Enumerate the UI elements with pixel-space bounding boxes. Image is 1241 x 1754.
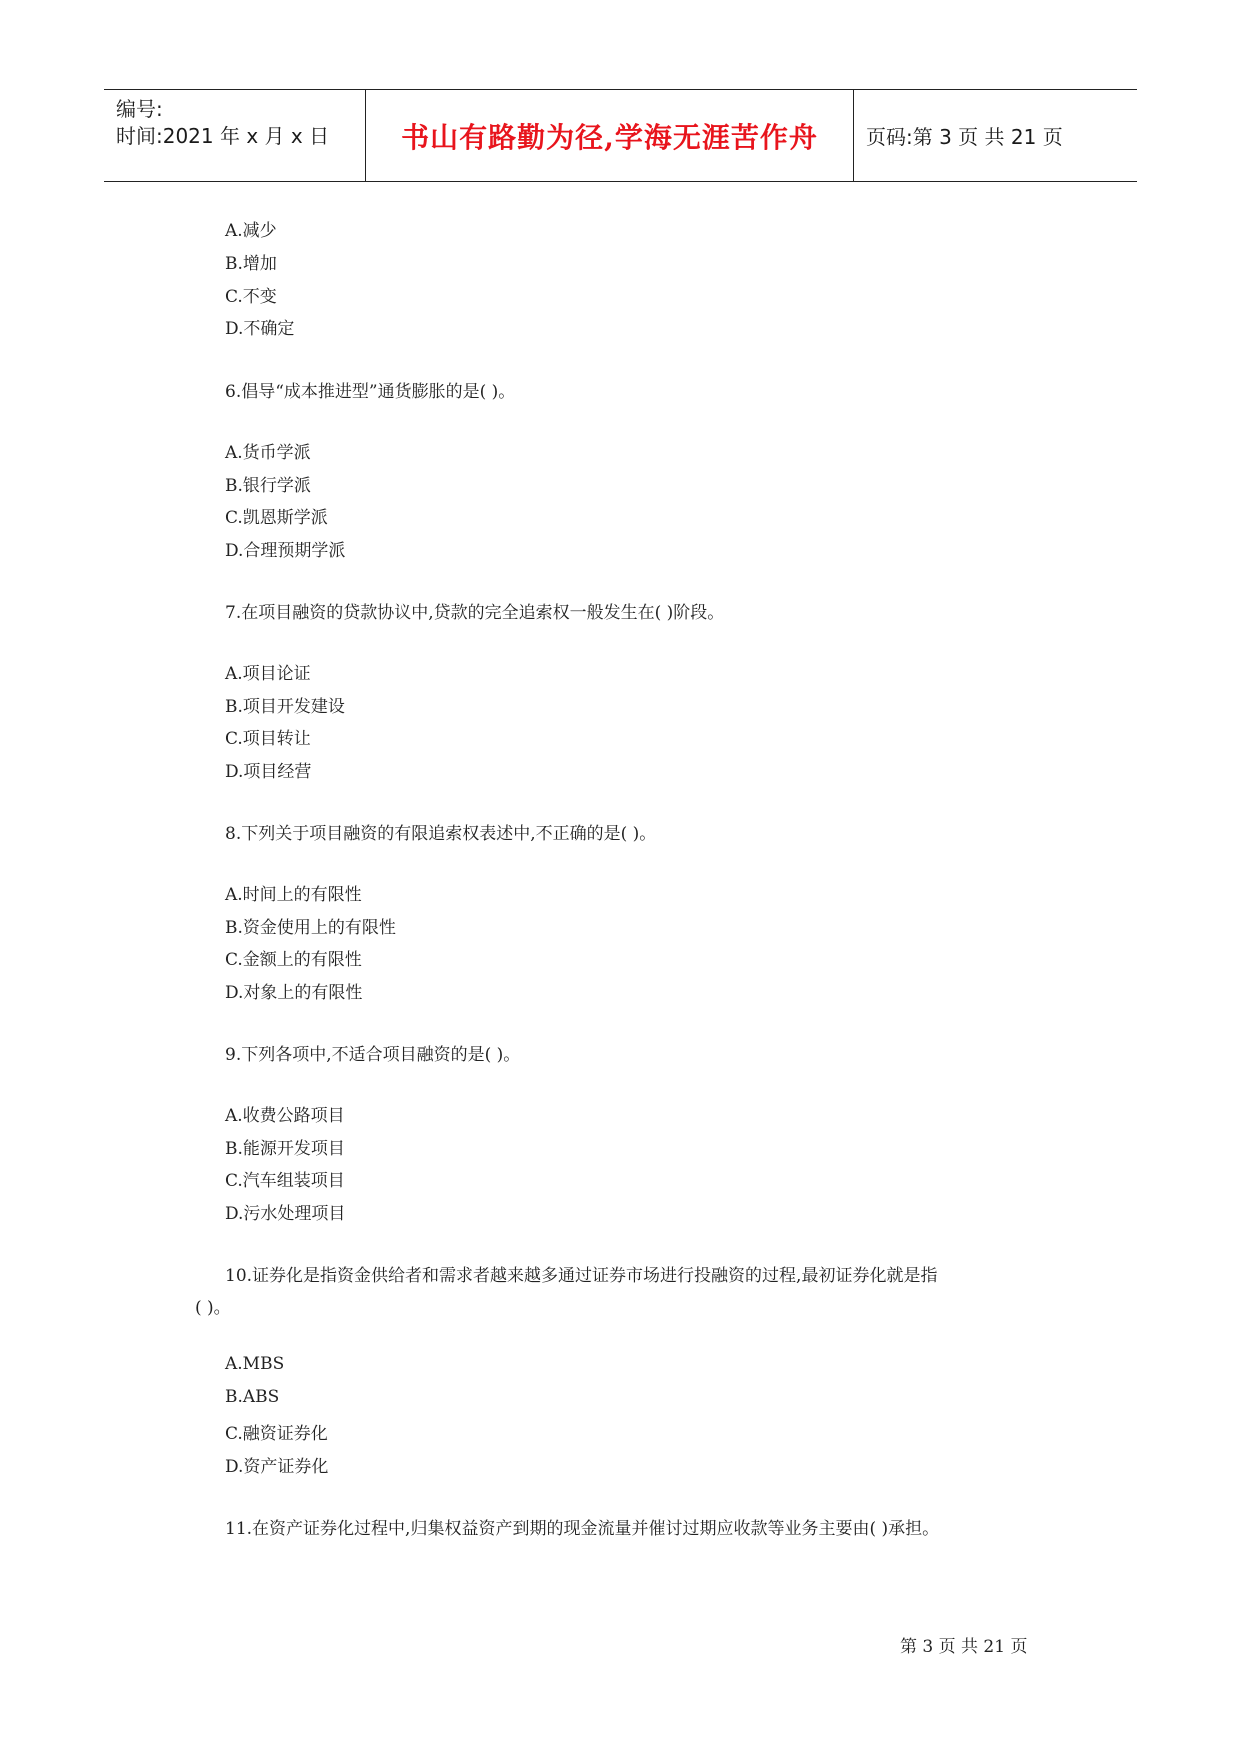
option-line: C.不变 [225, 287, 277, 307]
header-right-cell [854, 90, 1137, 181]
document-number-label: 编号: [116, 97, 163, 121]
document-time-label: 时间:2021 年 x 月 x 日 [116, 124, 330, 148]
option-line: D.资产证券化 [225, 1457, 329, 1477]
question-10-continuation: ( )。 [195, 1298, 231, 1318]
option-line: D.对象上的有限性 [225, 983, 363, 1003]
question-8: 8.下列关于项目融资的有限追索权表述中,不正确的是( )。 [225, 824, 657, 844]
option-line: A.项目论证 [225, 664, 311, 684]
header-page-code: 页码:第 3 页 共 21 页 [866, 125, 1063, 149]
header-left-cell [104, 90, 366, 181]
option-line: C.金额上的有限性 [225, 950, 362, 970]
option-line: B.ABS [225, 1387, 280, 1407]
option-line: C.汽车组装项目 [225, 1171, 345, 1191]
question-6: 6.倡导“成本推进型”通货膨胀的是( )。 [225, 382, 516, 402]
option-line: B.资金使用上的有限性 [225, 918, 396, 938]
question-10: 10.证券化是指资金供给者和需求者越来越多通过证券市场进行投融资的过程,最初证券化就是指 [225, 1266, 938, 1286]
option-line: D.污水处理项目 [225, 1204, 346, 1224]
option-line: B.能源开发项目 [225, 1139, 345, 1159]
option-line: B.银行学派 [225, 476, 311, 496]
option-line: A.减少 [225, 221, 277, 241]
option-line: A.时间上的有限性 [225, 885, 362, 905]
page-footer: 第 3 页 共 21 页 [900, 1637, 1028, 1657]
option-line: A.货币学派 [225, 443, 311, 463]
page-header [104, 89, 1137, 182]
option-line: D.不确定 [225, 319, 295, 339]
question-9: 9.下列各项中,不适合项目融资的是( )。 [225, 1045, 521, 1065]
header-middle-cell [366, 90, 854, 181]
option-line: D.项目经营 [225, 762, 312, 782]
option-line: C.项目转让 [225, 729, 311, 749]
question-11: 11.在资产证券化过程中,归集权益资产到期的现金流量并催讨过期应收款等业务主要由( )承担。 [225, 1519, 940, 1539]
question-7: 7.在项目融资的贷款协议中,贷款的完全追索权一般发生在( )阶段。 [225, 603, 725, 623]
option-line: C.融资证券化 [225, 1424, 328, 1444]
option-line: B.增加 [225, 254, 277, 274]
option-line: D.合理预期学派 [225, 541, 346, 561]
option-line: A.收费公路项目 [225, 1106, 345, 1126]
option-line: A.MBS [225, 1354, 285, 1374]
header-motto: 书山有路勤为径,学海无涯苦作舟 [401, 120, 818, 154]
option-line: B.项目开发建设 [225, 697, 345, 717]
option-line: C.凯恩斯学派 [225, 508, 328, 528]
